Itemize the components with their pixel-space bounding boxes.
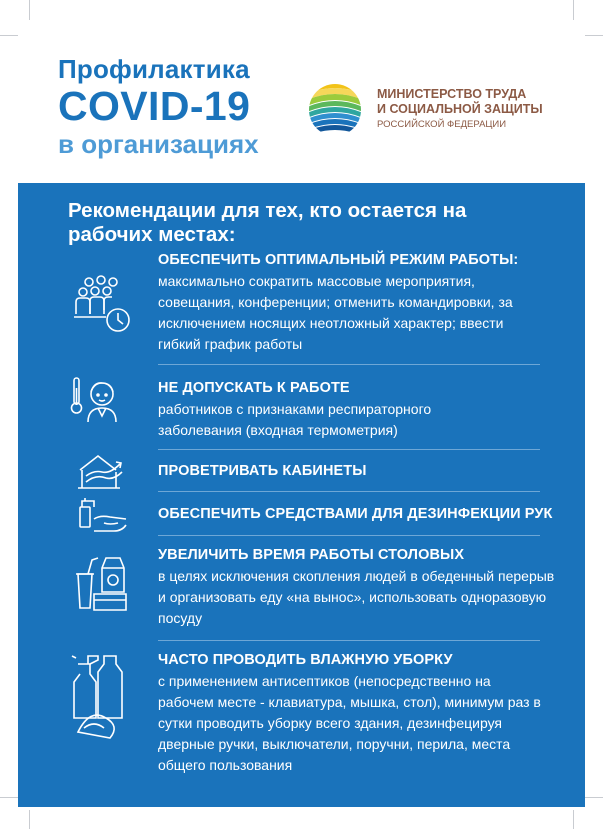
item-divider	[158, 364, 540, 365]
ministry-line-2: И СОЦИАЛЬНОЙ ЗАЩИТЫ	[377, 102, 543, 116]
ministry-name	[377, 87, 543, 132]
crop-mark	[585, 797, 603, 798]
item-heading: НЕ ДОПУСКАТЬ К РАБОТЕ	[158, 380, 350, 396]
item-heading: УВЕЛИЧИТЬ ВРЕМЯ РАБОТЫ СТОЛОВЫХ	[158, 547, 465, 563]
crop-mark	[0, 797, 18, 798]
recommendation-item	[158, 504, 558, 525]
title-line-3: в организациях	[58, 129, 259, 159]
crop-mark	[573, 810, 574, 829]
ministry-line-1: МИНИСТЕРСТВО ТРУДА	[377, 87, 527, 101]
hand-sanitizer-icon	[74, 497, 130, 537]
recommendation-item	[158, 250, 558, 355]
item-body: максимально сократить массовые мероприятия, совещания, конференции; отменить командировки, за исключением носящих неотложный характер; ввести гибкий график работы	[158, 273, 513, 352]
meeting-clock-icon	[72, 274, 134, 336]
item-divider	[158, 491, 540, 492]
item-divider	[158, 640, 540, 641]
cleaning-supplies-icon	[70, 648, 130, 740]
recommendation-item	[158, 545, 558, 629]
crop-mark	[0, 35, 18, 36]
ministry-logo-icon	[305, 80, 367, 136]
title-line-2: COVID-19	[58, 83, 251, 129]
item-body: с применением антисептиков (непосредственно на рабочем месте - клавиатура, мышка, стол), минимум раз в сутки проводить уборку всего здания, дезинфецируя дверные ручки, выключатели, поручни, перила, места общего пользования	[158, 673, 541, 773]
item-divider	[158, 449, 540, 450]
ventilation-icon	[76, 452, 126, 492]
recommendation-item	[158, 461, 558, 482]
crop-mark	[29, 810, 30, 829]
crop-mark	[29, 0, 30, 20]
recommendation-item	[158, 378, 558, 441]
item-body: работников с признаками респираторного заболевания (входная термометрия)	[158, 401, 432, 438]
item-heading: ОБЕСПЕЧИТЬ ОПТИМАЛЬНЫЙ РЕЖИМ РАБОТЫ:	[158, 252, 519, 268]
title-line-1: Профилактика	[58, 54, 250, 84]
item-heading: ПРОВЕТРИВАТЬ КАБИНЕТЫ	[158, 463, 367, 479]
ministry-line-3: РОССИЙСКОЙ ФЕДЕРАЦИИ	[377, 119, 507, 130]
crop-mark	[585, 35, 603, 36]
item-divider	[158, 535, 540, 536]
page-title	[58, 56, 268, 157]
item-body: в целях исключения скопления людей в обеденный перерыв и организовать еду «на вынос», использовать одноразовую посуду	[158, 568, 555, 626]
recommendation-item	[158, 650, 558, 776]
item-heading: ОБЕСПЕЧИТЬ СРЕДСТВАМИ ДЛЯ ДЕЗИНФЕКЦИИ РУК	[158, 506, 553, 522]
item-heading: ЧАСТО ПРОВОДИТЬ ВЛАЖНУЮ УБОРКУ	[158, 652, 453, 668]
crop-mark	[573, 0, 574, 20]
takeaway-food-icon	[72, 552, 134, 616]
panel-title: Рекомендации для тех, кто остается на рабочих местах:	[68, 199, 467, 246]
thermometer-person-icon	[70, 374, 126, 426]
